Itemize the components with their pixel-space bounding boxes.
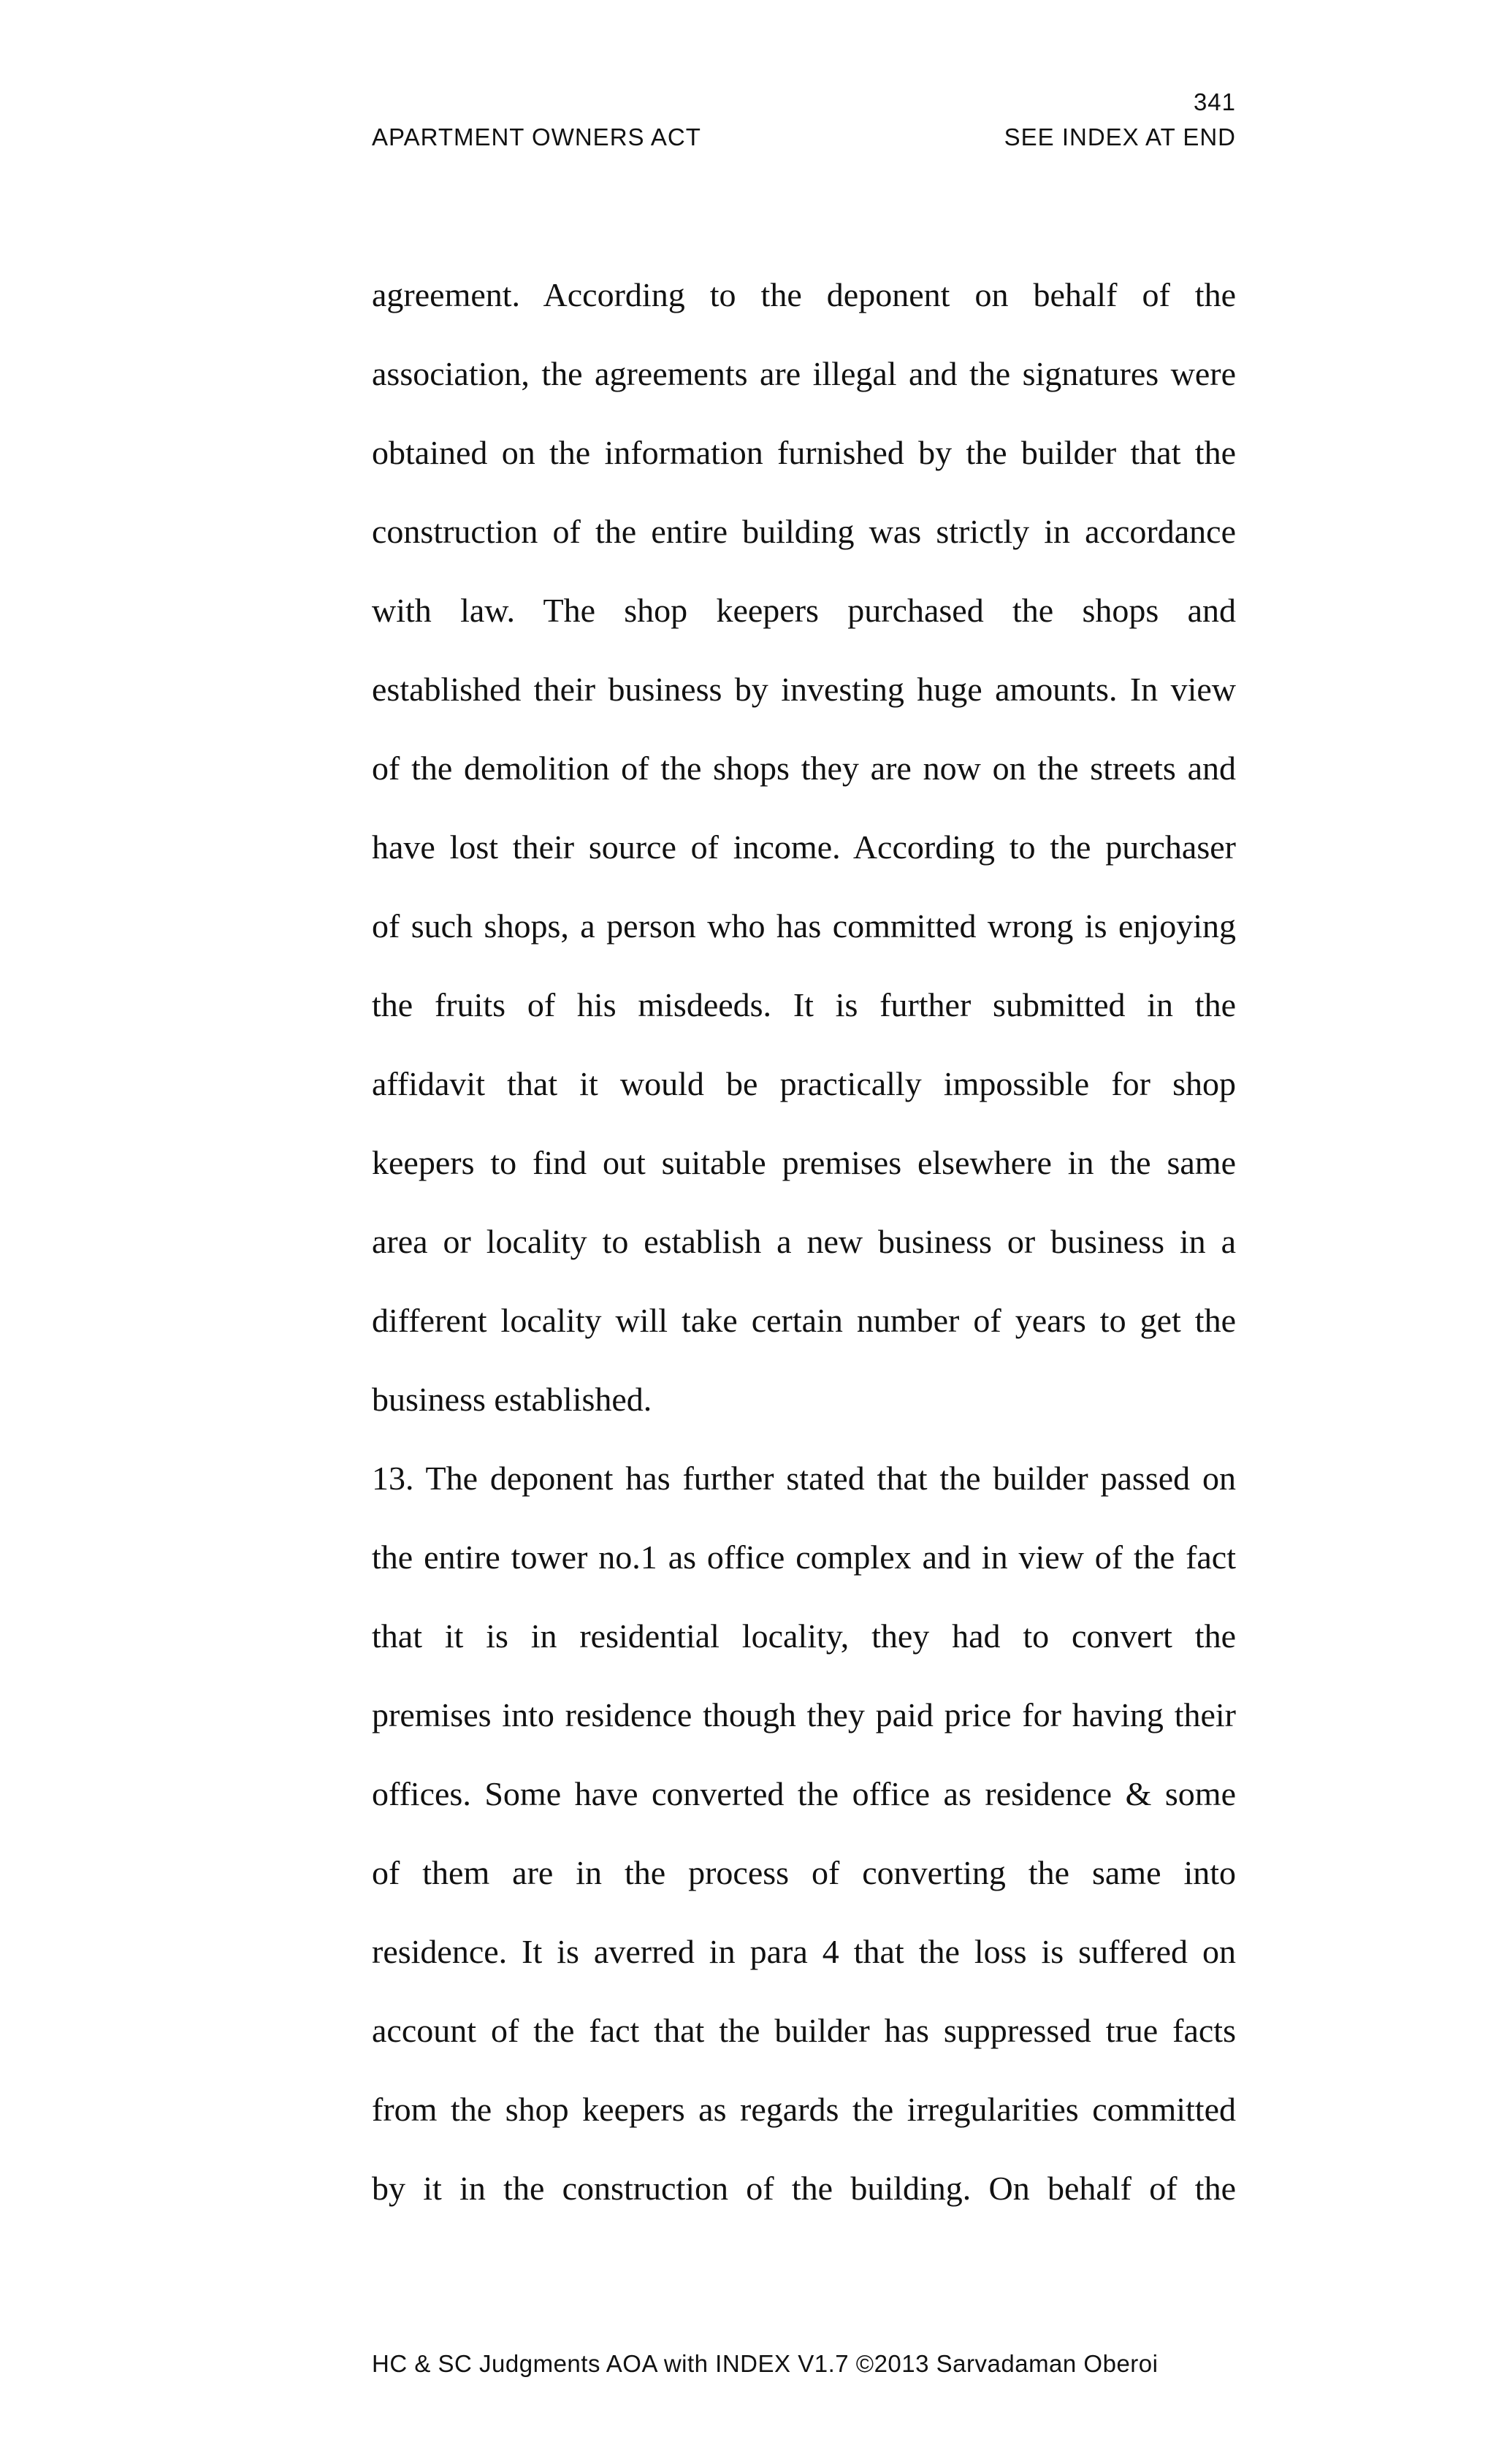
- text-line: account of the fact that the builder has suppressed true facts: [372, 2012, 1236, 2049]
- text-line: of them are in the process of converting the same into: [372, 1854, 1236, 1891]
- page-number: 341: [1193, 88, 1236, 115]
- running-header: [372, 123, 1236, 152]
- text-line: construction of the entire building was strictly in accordance: [372, 513, 1236, 550]
- text-line: different locality will take certain number of years to get the: [372, 1302, 1236, 1339]
- text-line: premises into residence though they paid price for having their: [372, 1696, 1236, 1733]
- text-line: obtained on the information furnished by the builder that the: [372, 434, 1236, 471]
- text-line: that it is in residential locality, they had to convert the: [372, 1617, 1236, 1655]
- header-title: APARTMENT OWNERS ACT: [372, 123, 701, 150]
- text-line: residence. It is averred in para 4 that the loss is suffered on: [372, 1933, 1236, 1970]
- text-line: with law. The shop keepers purchased the shops and: [372, 592, 1236, 629]
- text-line: by it in the construction of the building. On behalf of the: [372, 2170, 1236, 2207]
- text-line: 13. The deponent has further stated that the builder passed on: [372, 1460, 1236, 1497]
- body-text: [372, 256, 1236, 2228]
- text-line: area or locality to establish a new business or business in a: [372, 1223, 1236, 1260]
- text-line: keepers to find out suitable premises elsewhere in the same: [372, 1144, 1236, 1181]
- text-line: of the demolition of the shops they are now on the streets and: [372, 750, 1236, 787]
- text-line: have lost their source of income. According to the purchaser: [372, 828, 1236, 866]
- page-footer: HC & SC Judgments AOA with INDEX V1.7 ©2013 Sarvadaman Oberoi: [372, 2350, 1159, 2377]
- text-line: association, the agreements are illegal and the signatures were: [372, 355, 1236, 392]
- text-line: of such shops, a person who has committed wrong is enjoying: [372, 907, 1236, 945]
- text-line: agreement. According to the deponent on behalf of the: [372, 276, 1236, 313]
- text-line: the fruits of his misdeeds. It is further submitted in the: [372, 986, 1236, 1023]
- text-line: the entire tower no.1 as office complex and in view of the fact: [372, 1538, 1236, 1576]
- text-line: from the shop keepers as regards the irregularities committed: [372, 2091, 1236, 2128]
- text-line: established their business by investing huge amounts. In view: [372, 671, 1236, 708]
- text-line: offices. Some have converted the office as residence & some: [372, 1775, 1236, 1812]
- text-line: business established.: [372, 1381, 652, 1418]
- header-index-note: SEE INDEX AT END: [1004, 123, 1236, 150]
- text-line: affidavit that it would be practically impossible for shop: [372, 1065, 1236, 1102]
